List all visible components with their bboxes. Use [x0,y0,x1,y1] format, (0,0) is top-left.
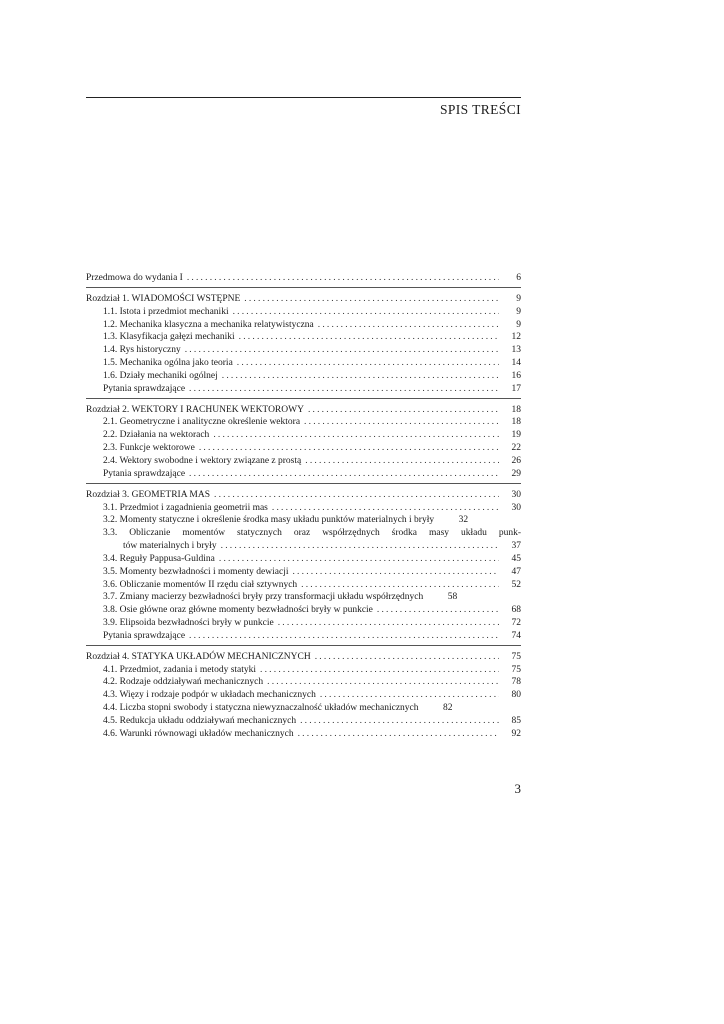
toc-entry-title: Rozdział 2. WEKTORY I RACHUNEK WEKTOROWY [86,404,304,415]
toc-entry-page: 14 [511,358,521,369]
leader-dots [278,617,499,630]
toc-entry-page: 75 [511,651,521,662]
toc-entry-page: 32 [458,515,469,526]
toc-entry-title-cont: tów materialnych i bryły [123,541,217,552]
toc-entry-title: 4.1. Przedmiot, zadania i metody statyki [103,664,257,675]
toc-entry[interactable] [86,442,521,455]
toc-entry-title: Pytania sprawdzające [103,468,186,479]
toc-entry[interactable] [86,689,521,702]
toc-entry[interactable] [86,527,521,553]
toc-entry-title: Pytania sprawdzające [103,630,186,641]
toc-entry-title: Rozdział 3. GEOMETRIA MAS [86,489,211,500]
leader-dots [305,455,499,468]
toc-entry[interactable] [86,604,521,617]
toc-entry-title: 4.3. Więzy i rodzaje podpór w układach mechanicznych [103,690,316,701]
toc-entry-title: 4.4. Liczba stopni swobody i statyczna niewyznaczalność układów mechanicznych [103,703,419,714]
leader-dots [239,331,499,344]
toc-entry-page: 19 [511,430,521,441]
toc-entry[interactable] [86,664,521,677]
toc-entry[interactable] [86,617,521,630]
toc-chapter-entry[interactable] [86,293,521,306]
toc-entry-title: 2.1. Geometryczne i analityczne określenie wektora [103,417,301,428]
toc-entry[interactable] [86,331,521,344]
toc-entry[interactable] [86,630,521,643]
leader-dots [222,370,499,383]
toc-entry-title: 2.4. Wektory swobodne i wektory związane z prostą [103,455,302,466]
toc-entry-page: 68 [511,605,521,616]
leader-dots [272,502,499,515]
toc-entry-page: 74 [511,630,521,641]
leader-dots [221,540,499,553]
leader-dots [260,664,499,677]
toc-entry-page: 75 [511,664,521,675]
toc-entry-title: 3.7. Zmiany macierzy bezwładności bryły przy transformacji układu współrzędnych [103,592,424,603]
toc-chapter-entry[interactable] [86,404,521,417]
toc-entry[interactable] [86,306,521,319]
toc-entry[interactable] [86,728,521,741]
toc-entry-page: 18 [511,417,521,428]
leader-dots [213,429,499,442]
leader-dots [185,344,499,357]
toc-entry-page: 9 [516,306,521,317]
leader-dots [320,689,499,702]
leader-dots [187,272,499,285]
leader-dots [189,630,499,643]
leader-dots [214,489,499,502]
toc-entry-page: 17 [511,383,521,394]
toc-entry-title: Pytania sprawdzające [103,383,186,394]
toc-entry[interactable] [86,383,521,396]
toc-entry-title: 4.6. Warunki równowagi układów mechanicznych [103,728,294,739]
toc-section-chapter-4 [86,651,521,743]
leader-dots [267,676,499,689]
toc-entry-title: 3.6. Obliczanie momentów II rzędu ciał sztywnych [103,579,298,590]
toc-entry[interactable] [86,566,521,579]
toc-entry-page: 26 [511,455,521,466]
leader-dots [199,442,499,455]
page-title: SPIS TREŚCI [439,102,521,117]
toc-entry-page: 78 [511,677,521,688]
leader-dots [318,319,499,332]
toc-entry-title: 1.4. Rys historyczny [103,345,181,356]
toc-entry[interactable] [86,514,521,527]
toc-entry-page: 9 [516,319,521,330]
toc-entry-page: 37 [511,541,521,552]
leader-dots [304,416,499,429]
toc-entry[interactable] [86,502,521,515]
leader-dots [219,553,499,566]
page-number: 3 [514,781,521,796]
toc-entry-title: Przedmowa do wydania I [86,273,183,283]
toc-entry-title: 2.2. Działania na wektorach [103,430,210,441]
toc-entry[interactable] [86,455,521,468]
toc-entry-continuation [86,540,521,553]
toc-entry[interactable] [86,591,521,604]
toc-entry-title: 3.4. Reguły Pappusa-Guldina [103,553,215,564]
toc-entry-page: 18 [511,404,521,415]
toc-entry-title: 3.1. Przedmiot i zagadnienia geometrii mas [103,502,268,513]
toc-entry[interactable] [86,715,521,728]
toc-entry-page: 30 [511,489,521,500]
toc-entry-page: 80 [511,690,521,701]
toc-entry[interactable] [86,702,521,715]
toc-chapter-entry[interactable] [86,489,521,502]
toc-entry-title: Rozdział 4. STATYKA UKŁADÓW MECHANICZNYCH [86,651,311,662]
toc-entry-page: 85 [511,716,521,726]
toc-entry-page: 6 [516,273,521,283]
toc-entry-page: 30 [511,502,521,513]
leader-dots [292,566,499,579]
toc-entry-title: 1.5. Mechanika ogólna jako teoria [103,358,233,369]
toc-section-preface [86,272,521,288]
toc-entry[interactable] [86,416,521,429]
toc-entry-page: 45 [511,553,521,564]
toc-entry-title: 1.2. Mechanika klasyczna a mechanika relatywistyczna [103,319,314,330]
table-of-contents [86,272,521,743]
leader-dots [308,404,499,417]
toc-entry[interactable] [86,468,521,481]
toc-section-chapter-3 [86,489,521,646]
toc-entry-title: 2.3. Funkcje wektorowe [103,443,195,454]
toc-entry-title: Rozdział 1. WIADOMOŚCI WSTĘPNE [86,293,241,304]
toc-entry[interactable] [86,579,521,592]
leader-dots [315,651,499,664]
leader-dots [298,728,499,741]
toc-entry-page: 13 [511,345,521,356]
toc-entry-page: 92 [511,728,521,739]
leader-dots [301,579,499,592]
toc-entry-page: 16 [511,370,521,381]
toc-entry-title: 3.2. Momenty statyczne i określenie środka masy układu punktów materialnych i bryły [103,515,435,526]
toc-entry-page: 52 [511,579,521,590]
toc-entry-page: 12 [511,332,521,343]
toc-section-chapter-2 [86,404,521,484]
toc-entry-title: 3.3. Obliczanie momentów statycznych oraz współrzędnych środka masy układu punk- [103,528,521,539]
toc-chapter-entry[interactable] [86,651,521,664]
toc-entry[interactable] [86,676,521,689]
toc-entry-page: 47 [511,566,521,577]
toc-entry-page: 22 [511,443,521,454]
leader-dots [300,715,499,728]
toc-entry-title: 3.5. Momenty bezwładności i momenty dewiacji [103,566,289,577]
toc-entry[interactable] [86,429,521,442]
toc-entry-title: 1.3. Klasyfikacja gałęzi mechaniki [103,332,235,343]
toc-entry[interactable] [86,319,521,332]
toc-entry[interactable] [86,553,521,566]
toc-entry-title: 1.1. Istota i przedmiot mechaniki [103,306,229,317]
toc-section-chapter-1 [86,293,521,399]
toc-entry-page: 9 [516,293,521,304]
toc-entry-page: 82 [443,703,453,714]
leader-dots [377,604,499,617]
toc-entry-page: 58 [447,592,458,603]
toc-entry-title: 3.9. Elipsoida bezwładności bryły w punkcie [103,618,274,629]
toc-entry-title: 4.2. Rodzaje oddziaływań mechanicznych [103,677,264,688]
toc-entry[interactable] [86,370,521,383]
header-rule [86,97,521,98]
toc-entry-page: 29 [511,468,521,479]
leader-dots [189,468,499,481]
toc-entry-preface[interactable] [86,272,521,285]
toc-entry[interactable] [86,344,521,357]
toc-entry-page: 72 [511,618,521,629]
leader-dots [189,383,499,396]
toc-entry[interactable] [86,357,521,370]
toc-entry-title: 3.8. Osie główne oraz główne momenty bezwładności bryły w punkcie [103,605,373,616]
leader-dots [244,293,499,306]
leader-dots [233,306,499,319]
leader-dots [237,357,499,370]
toc-entry-title: 4.5. Redukcja układu oddziaływań mechanicznych [103,716,297,726]
toc-entry-title: 1.6. Działy mechaniki ogólnej [103,370,218,381]
